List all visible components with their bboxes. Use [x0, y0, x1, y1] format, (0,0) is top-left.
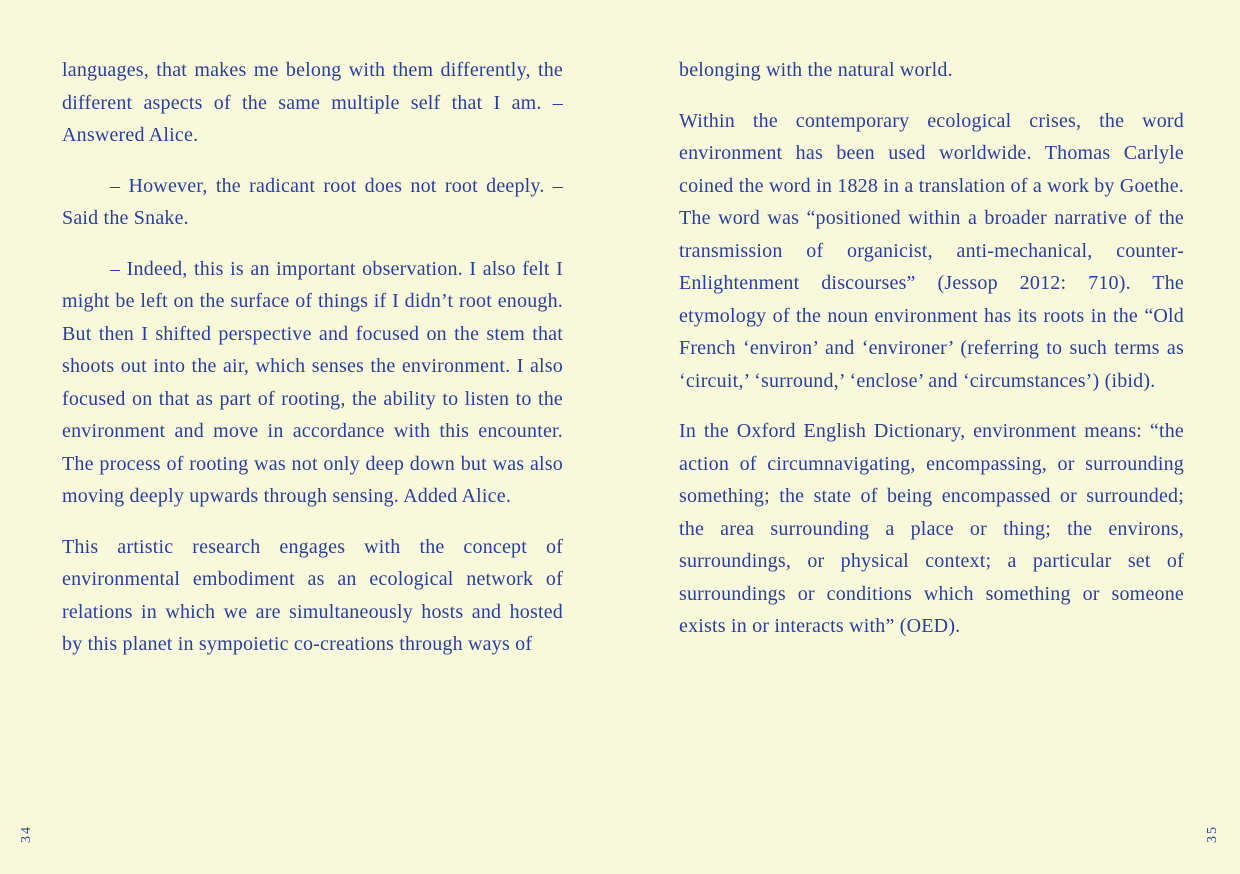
page-left [62, 54, 563, 679]
page-right [679, 54, 1184, 661]
paragraph: This artistic research engages with the concept of environmental embodiment as an ecological network of relations in which we are simultaneously hosts and hosted by this planet in sympoietic co-creations through ways of [62, 535, 563, 655]
paragraph: Within the contemporary ecological crises, the word environment has been used worldwide. Thomas Carlyle coined the word in 1828 in a translation of a work by Goethe. The word was “positioned within a broader narrative of the transmission of organicist, anti-mechanical, counter-Enlightenment discourses” (Jessop 2012: 710). The etymology of the noun environment has its roots in the “Old French ‘environ’ and ‘environer’ (referring to such terms as ‘circuit,’ ‘surround,’ ‘enclose’ and ‘circumstances’) (ibid). [679, 109, 1184, 392]
paragraph: – However, the radicant root does not root deeply. – Said the Snake. [62, 174, 563, 229]
paragraph: languages, that makes me belong with them differently, the different aspects of the same multiple self that I am. – Answered Alice. [62, 59, 563, 146]
paragraph: – Indeed, this is an important observation. I also felt I might be left on the surface of things if I didn’t root enough. But then I shifted perspective and focused on the stem that shoots out into the air, which senses the environment. I also focused on that as part of rooting, the ability to listen to the environment and move in accordance with this encounter. The process of rooting was not only deep down but was also moving deeply upwards through sensing. Added Alice. [62, 257, 563, 507]
page-number-right: 35 [1205, 825, 1220, 843]
page-number-left: 34 [19, 825, 34, 843]
paragraph: In the Oxford English Dictionary, environment means: “the action of circumnavigating, encompassing, or surrounding something; the state of being encompassed or surrounded; the area surrounding a place or thing; the environs, surroundings, or physical context; a particular set of surroundings or conditions which something or someone exists in or interacts with” (OED). [679, 420, 1184, 637]
paragraph: belonging with the natural world. [679, 59, 953, 81]
